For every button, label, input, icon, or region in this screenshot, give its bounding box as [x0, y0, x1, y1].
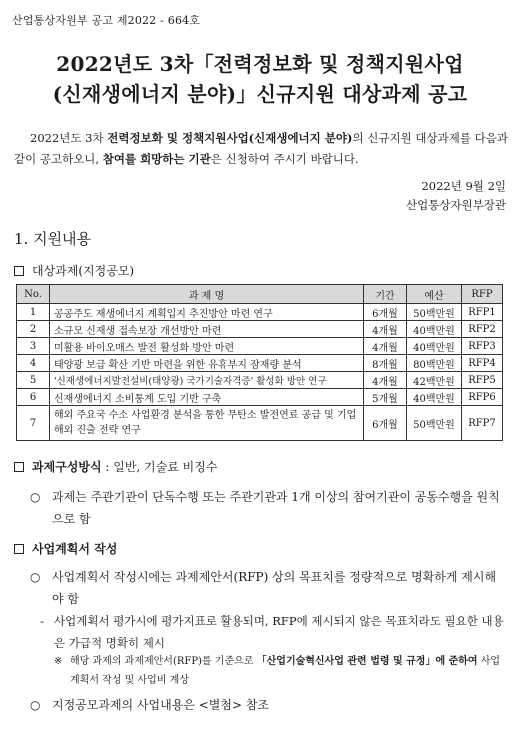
table-row	[17, 406, 503, 441]
cell-no: 4	[17, 355, 50, 372]
plan-note-regulation: 「산업기술혁신사업 관련 법령 및 규정」에 준하여	[256, 656, 478, 667]
table-row	[17, 389, 503, 406]
col-period: 기간	[364, 285, 407, 304]
circle-bullet-icon: ○	[30, 490, 41, 504]
cell-rfp: RFP2	[462, 321, 503, 338]
checkbox-square-icon	[14, 462, 24, 472]
cell-period: 5개월	[364, 389, 407, 406]
col-rfp: RFP	[462, 285, 503, 304]
cell-period: 6개월	[364, 304, 407, 321]
cell-no: 5	[17, 372, 50, 389]
intro-target: 참여를 희망하는 기관	[102, 152, 211, 166]
plan-note-post: 사업계획서 작성 및 사업비 계상	[70, 656, 501, 686]
cell-rfp: RFP6	[462, 389, 503, 406]
cell-name: 미활용 바이오매스 발전 활성화 방안 마련	[50, 338, 364, 355]
circle-bullet-icon: ○	[30, 698, 41, 712]
document-title-line2: (신재생에너지 분야)」신규지원 대상과제 공고	[52, 82, 468, 106]
intro-program-name: 전력정보화 및 정책지원사업(신재생에너지 분야)	[107, 131, 353, 145]
dash-bullet-icon: -	[40, 614, 44, 628]
composition-heading	[14, 458, 217, 475]
intro-text-1: 2022년도 3차	[30, 131, 108, 145]
cell-budget: 40백만원	[407, 389, 462, 406]
cell-name: '신재생에너지발전설비(태양광) 국가기술자격증' 활성화 방안 연구	[50, 372, 364, 389]
composition-heading-label: 과제구성방식	[32, 460, 102, 474]
composition-bullet	[30, 486, 504, 530]
plan-bullet-1	[30, 566, 504, 610]
cell-name: 소규모 신재생 접속보장 개선방안 마련	[50, 321, 364, 338]
cell-rfp: RFP7	[462, 406, 503, 441]
project-table	[16, 284, 503, 441]
intro-text-3: 은 신청하여 주시기 바랍니다.	[210, 152, 359, 166]
cell-budget: 40백만원	[407, 338, 462, 355]
document-title-line1: 2022년도 3차「전력정보화 및 정책지원사업	[56, 52, 464, 76]
checkbox-square-icon	[14, 266, 24, 276]
cell-budget: 50백만원	[407, 304, 462, 321]
intro-paragraph	[14, 128, 508, 170]
plan-bullet-2-text: 지정공모과제의 사업내용은 <별첨> 참조	[52, 698, 270, 712]
table-header-row	[17, 285, 503, 304]
cell-name: 신재생에너지 소비통계 도입 기반 구축	[50, 389, 364, 406]
reference-mark-icon: ※	[54, 656, 63, 667]
cell-name: 공공주도 재생에너지 계획입지 추진방안 마련 연구	[50, 304, 364, 321]
plan-dash-1	[40, 610, 504, 654]
plan-note-pre: 해당 과제의 과제제안서(RFP)를 기준으로	[70, 656, 257, 667]
cell-period: 8개월	[364, 355, 407, 372]
intro-text-2: 의 신규지원 대상과제를 다음과 같이 공고하오니,	[14, 131, 508, 166]
plan-note-text	[70, 652, 504, 690]
cell-budget: 80백만원	[407, 355, 462, 372]
cell-rfp: RFP1	[462, 304, 503, 321]
plan-heading	[14, 540, 117, 557]
cell-rfp: RFP4	[462, 355, 503, 372]
cell-no: 7	[17, 406, 50, 441]
target-heading-label: 대상과제(지정공모)	[32, 264, 135, 278]
cell-no: 3	[17, 338, 50, 355]
issuer: 산업통상자원부장관	[406, 198, 506, 212]
cell-budget: 42백만원	[407, 372, 462, 389]
plan-bullet-1-text: 사업계획서 작성시에는 과제제안서(RFP) 상의 목표치를 정량적으로 명확하게 제시해야 함	[52, 570, 497, 606]
notice-number: 산업통상자원부 공고 제2022 - 664호	[12, 14, 201, 27]
target-heading	[14, 262, 134, 279]
table-row	[17, 321, 503, 338]
cell-rfp: RFP5	[462, 372, 503, 389]
col-name: 과 제 명	[50, 285, 364, 304]
table-row	[17, 355, 503, 372]
cell-period: 6개월	[364, 406, 407, 441]
cell-period: 4개월	[364, 372, 407, 389]
table-row	[17, 338, 503, 355]
composition-heading-detail: : 일반, 기술료 비징수	[101, 460, 218, 474]
checkbox-square-icon	[14, 544, 24, 554]
cell-rfp: RFP3	[462, 338, 503, 355]
cell-no: 1	[17, 304, 50, 321]
cell-no: 2	[17, 321, 50, 338]
cell-budget: 40백만원	[407, 321, 462, 338]
table-row	[17, 372, 503, 389]
col-no: No.	[17, 285, 50, 304]
table-row	[17, 304, 503, 321]
cell-name: 태양광 보급 확산 기반 마련을 위한 유휴부지 잠재량 분석	[50, 355, 364, 372]
plan-note	[54, 652, 504, 690]
cell-name: 해외 주요국 수소 사업환경 분석을 통한 무탄소 발전연료 공급 및 기업 해외 진출 전략 연구	[50, 406, 364, 441]
cell-period: 4개월	[364, 338, 407, 355]
circle-bullet-icon: ○	[30, 570, 41, 584]
cell-period: 4개월	[364, 321, 407, 338]
cell-no: 6	[17, 389, 50, 406]
cell-budget: 50백만원	[407, 406, 462, 441]
plan-heading-label: 사업계획서 작성	[32, 542, 118, 556]
plan-dash-1-text: 사업계획서 평가시에 평가지표로 활용되며, RFP에 제시되지 않은 목표치라도 필요한 내용은 가급적 명확히 제시	[54, 614, 504, 650]
plan-bullet-2	[30, 694, 504, 716]
notice-date: 2022년 9월 2일	[421, 179, 506, 193]
section-title: 1. 지원내용	[14, 230, 92, 248]
composition-bullet-text: 과제는 주관기관이 단독수행 또는 주관기관과 1개 이상의 참여기관이 공동수행을 원칙으로 함	[52, 490, 500, 526]
col-budget: 예산	[407, 285, 462, 304]
